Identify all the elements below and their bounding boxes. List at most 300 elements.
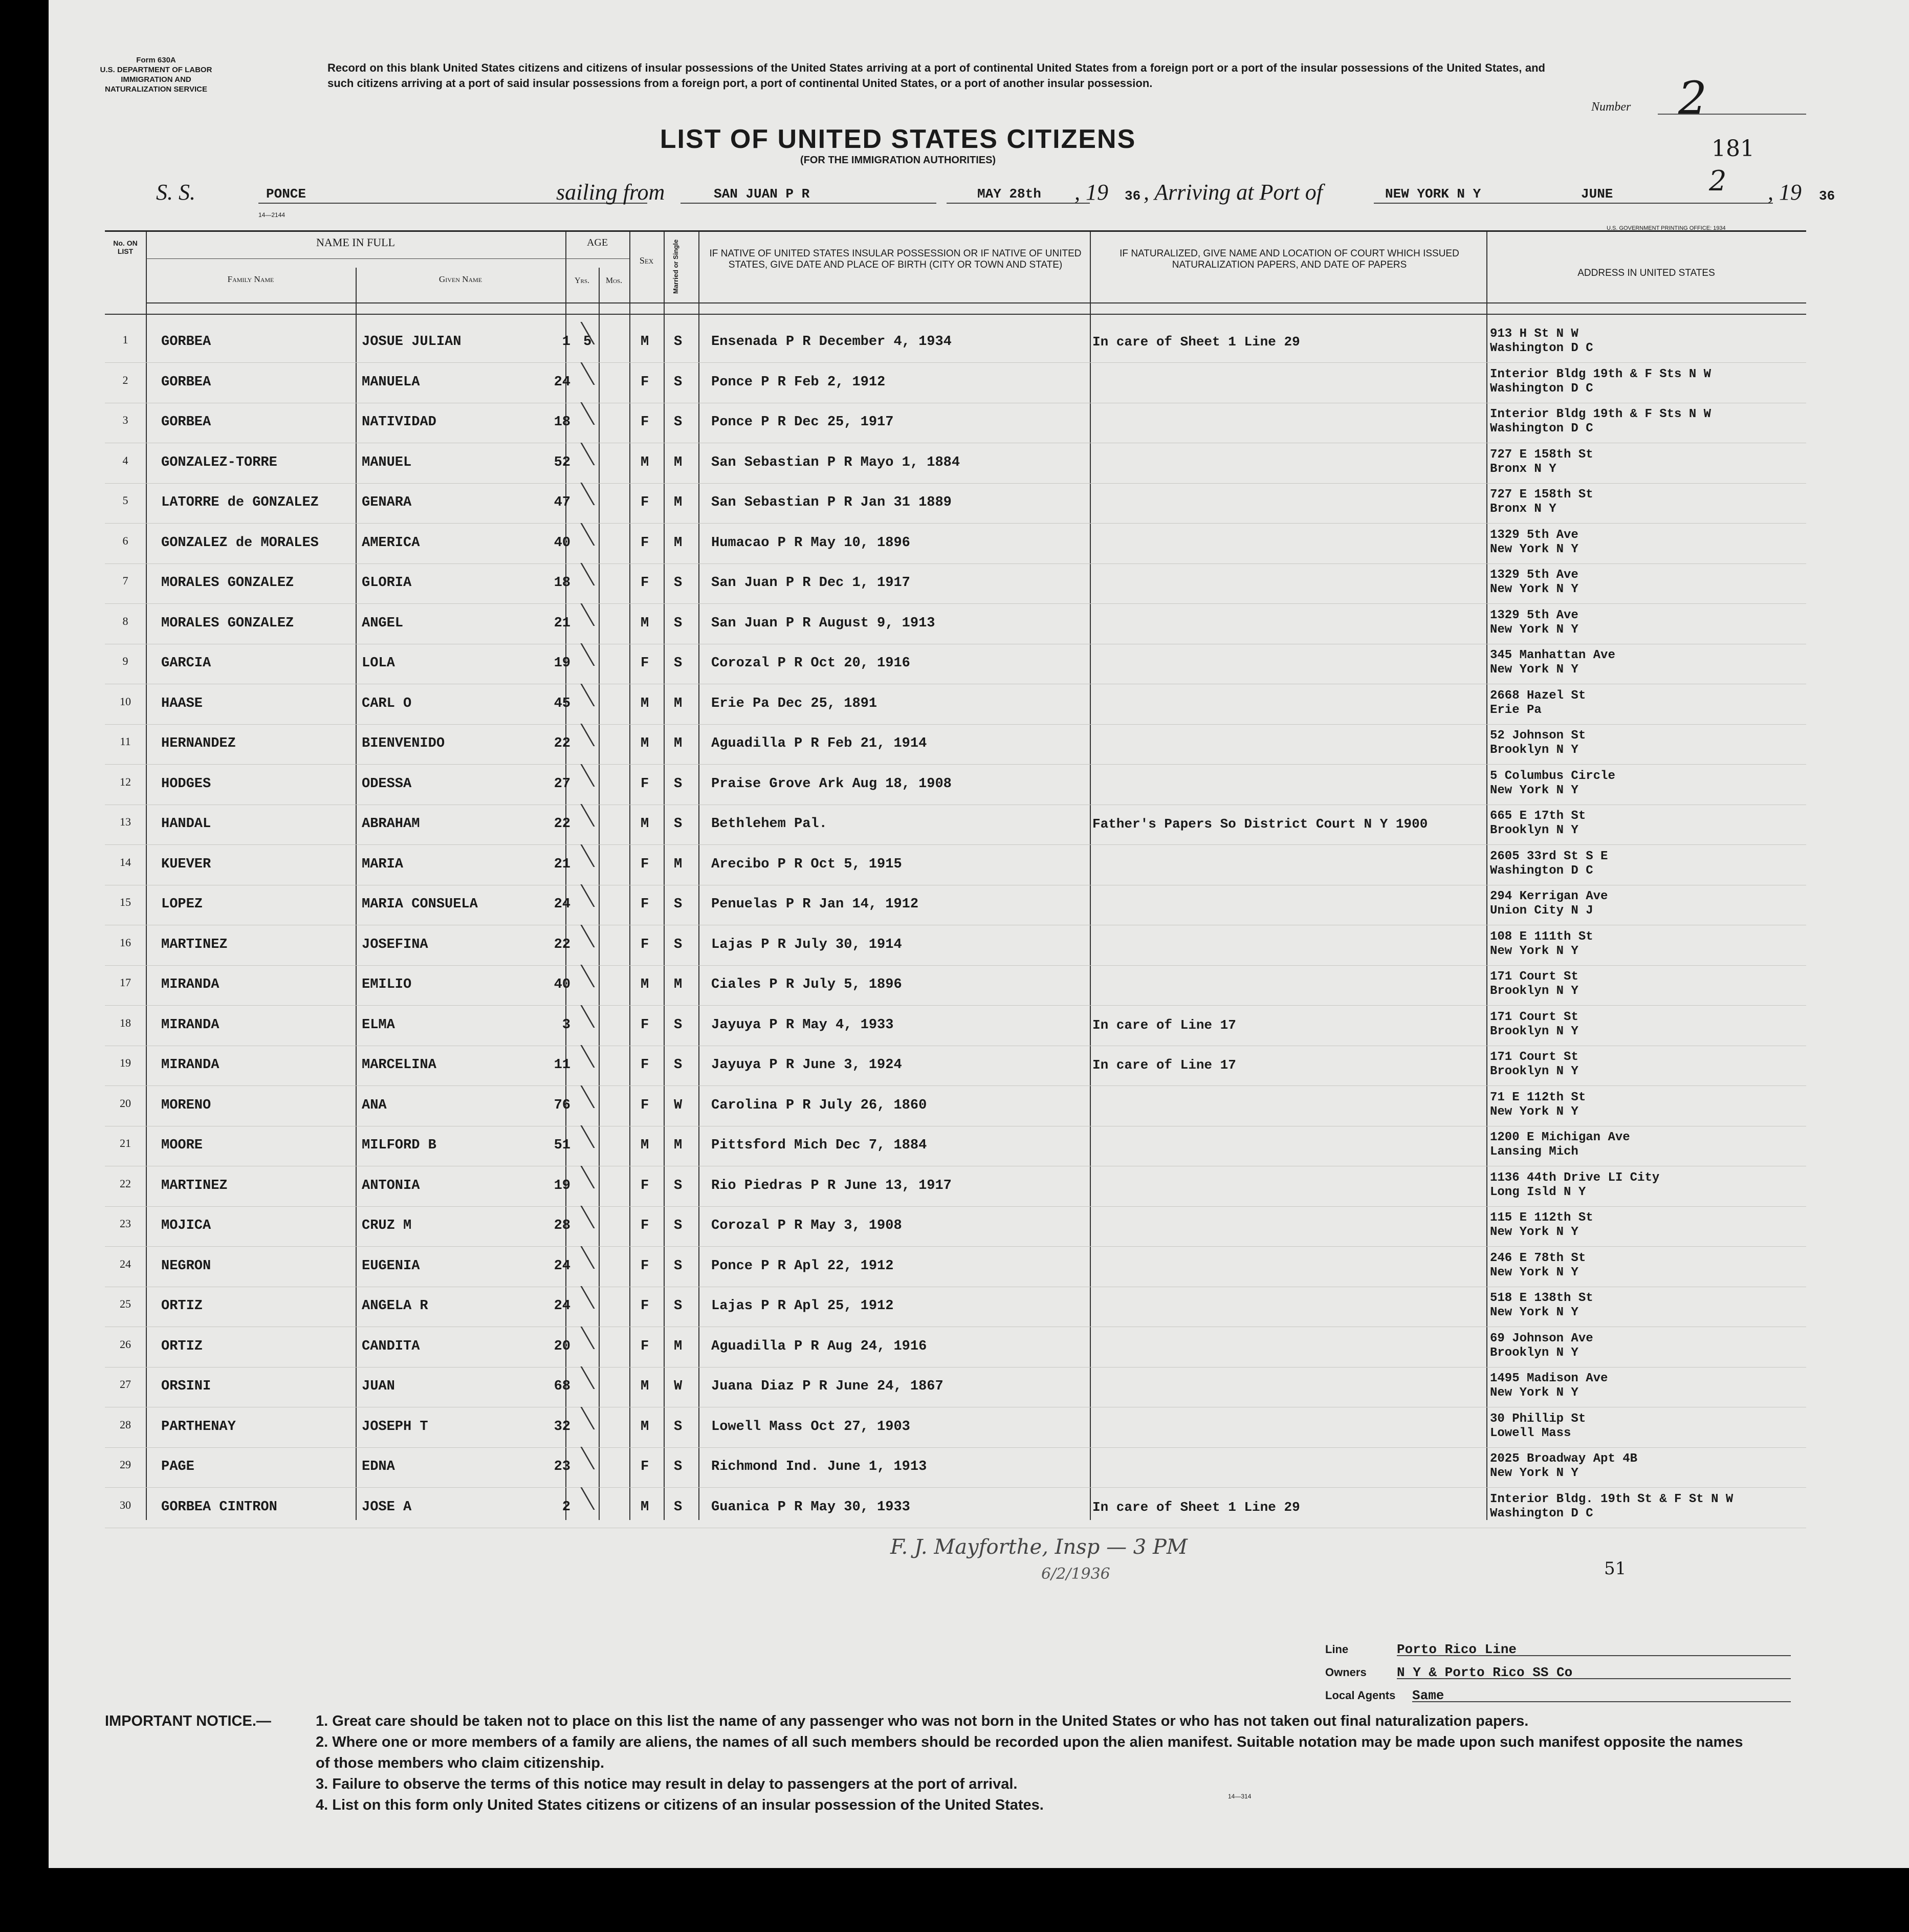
address: [1490, 367, 1711, 396]
birth-place-date: San Sebastian P R Jan 31 1889: [711, 495, 952, 510]
table-row: [105, 447, 1806, 487]
depart-year-prefix: , 19: [1074, 180, 1108, 205]
birth-place-date: Bethlehem Pal.: [711, 816, 827, 832]
marital-status: S: [674, 1057, 683, 1073]
given-name: GENARA: [362, 495, 412, 510]
address-line-1: 1200 E Michigan Ave: [1490, 1131, 1630, 1144]
footer-owners: [1325, 1665, 1791, 1680]
form-number: Form 630A: [136, 56, 176, 64]
address: [1490, 1211, 1593, 1240]
sex: F: [641, 415, 649, 430]
birth-place-date: San Juan P R August 9, 1913: [711, 615, 935, 631]
page-title: LIST OF UNITED STATES CITIZENS: [660, 124, 1136, 154]
birth-place-date: Juana Diaz P R June 24, 1867: [711, 1379, 943, 1394]
birth-place-date: Lajas P R Apl 25, 1912: [711, 1298, 894, 1314]
marital-status: S: [674, 1499, 683, 1515]
marital-status: M: [674, 736, 683, 751]
arrival-year-prefix: , 19: [1768, 180, 1802, 205]
naturalization-info: In care of Line 17: [1092, 1017, 1236, 1033]
address: [1490, 769, 1615, 798]
age-years: 24: [554, 897, 570, 912]
naturalization-info: In care of Line 17: [1092, 1057, 1236, 1073]
family-name: GORBEA: [161, 334, 211, 350]
row-number: 7: [122, 574, 128, 587]
notice-item: 4. List on this form only United States citizens or citizens of an insular possession of the United States.: [316, 1797, 1044, 1813]
address-line-2: New York N Y: [1490, 783, 1578, 797]
given-name: ABRAHAM: [362, 816, 420, 832]
address-line-2: New York N Y: [1490, 622, 1578, 637]
row-number: 11: [120, 735, 131, 748]
given-name: MARCELINA: [362, 1057, 436, 1073]
marital-status: M: [674, 977, 683, 992]
address: [1490, 1291, 1593, 1320]
address-line-1: 727 E 158th St: [1490, 447, 1593, 462]
marital-status: S: [674, 1218, 683, 1233]
sex: F: [641, 495, 649, 510]
address: [1490, 689, 1586, 718]
table-row: [105, 648, 1806, 687]
port-underline: [681, 203, 936, 204]
table-row: [105, 769, 1806, 808]
age-years: 19: [554, 656, 570, 671]
table-row: [105, 1010, 1806, 1049]
marital-status: W: [674, 1097, 683, 1113]
birth-place-date: Aguadilla P R Aug 24, 1916: [711, 1338, 927, 1354]
address-line-2: New York N Y: [1490, 582, 1578, 596]
marital-status: M: [674, 495, 683, 510]
sex: M: [641, 816, 649, 832]
address-line-2: Washington D C: [1490, 422, 1593, 436]
ss-label: S. S.: [156, 180, 195, 205]
table-row: [105, 528, 1806, 567]
family-name: HERNANDEZ: [161, 736, 236, 751]
address: [1490, 1010, 1578, 1039]
address-line-1: 71 E 112th St: [1490, 1090, 1586, 1104]
address-line-2: Bronx N Y: [1490, 502, 1556, 516]
given-name: ANGEL: [362, 615, 404, 631]
address-line-2: New York N Y: [1490, 1265, 1578, 1279]
sex: F: [641, 575, 649, 591]
row-number: 20: [120, 1096, 131, 1110]
marital-status: S: [674, 1258, 683, 1274]
sex: F: [641, 1258, 649, 1274]
given-name: MANUELA: [362, 374, 420, 390]
notice-heading: IMPORTANT NOTICE.—: [105, 1713, 271, 1729]
address-line-2: New York N Y: [1490, 1104, 1578, 1119]
col-yrs-header: Yrs.: [574, 276, 589, 285]
age-years: 27: [554, 776, 570, 792]
table-row: [105, 1291, 1806, 1330]
address-line-1: Interior Bldg. 19th St & F St N W: [1490, 1492, 1734, 1506]
given-name: LOLA: [362, 656, 395, 671]
age-months: 5: [583, 334, 592, 350]
col-naturalized-header: IF NATURALIZED, GIVE NAME AND LOCATION OF COURT WHICH ISSUED NATURALIZATION PAPERS, AND DATE OF PAPERS: [1120, 248, 1459, 270]
given-name: ANA: [362, 1097, 387, 1113]
col-birth-header: IF NATIVE OF UNITED STATES INSULAR POSSESSION OR IF NATIVE OF UNITED STATES, GIVE DATE AND PLACE OF BIRTH (CITY OR TOWN AND STATE): [709, 248, 1082, 270]
address: [1490, 1372, 1608, 1400]
row-number: 25: [120, 1297, 131, 1310]
notice-item: 3. Failure to observe the terms of this notice may result in delay to passengers at the port of arrival.: [316, 1776, 1018, 1792]
given-name: JOSUE JULIAN: [362, 334, 462, 350]
given-name: BIENVENIDO: [362, 736, 445, 751]
col-family-header: Family Name: [227, 274, 274, 284]
sheet-number: 2: [1678, 72, 1707, 124]
birth-place-date: Lowell Mass Oct 27, 1903: [711, 1419, 910, 1435]
sex: F: [641, 897, 649, 912]
address: [1490, 327, 1593, 356]
birth-place-date: Arecibo P R Oct 5, 1915: [711, 856, 902, 872]
birth-place-date: Praise Grove Ark Aug 18, 1908: [711, 776, 952, 792]
age-years: 21: [554, 615, 570, 631]
age-years: 22: [554, 816, 570, 832]
family-name: MARTINEZ: [161, 937, 228, 952]
family-name: MIRANDA: [161, 1017, 220, 1033]
table-row: [105, 488, 1806, 527]
address-line-1: 171 Court St: [1490, 1010, 1578, 1024]
marital-status: S: [674, 937, 683, 952]
header-instructions: Record on this blank United States citizens and citizens of insular possessions of the United States arriving at a port of continental United States from a foreign port or a port of the insular possessions of the United States, and such citizens arriving at a port of said insular possessions from a foreign port, a port of continental United States, or a port of another insular possession.: [327, 61, 1545, 90]
notice-item: 2. Where one or more members of a family are aliens, the names of all such members should be recorded upon the alien manifest. Suitable notation may be made upon such manifest opposite the names of those members who claim citizenship.: [316, 1734, 1743, 1771]
address-line-1: 52 Johnson St: [1490, 729, 1586, 743]
age-years: 20: [554, 1338, 570, 1354]
given-name: EMILIO: [362, 977, 412, 992]
naturalization-info: Father's Papers So District Court N Y 1900: [1092, 816, 1428, 832]
address-line-1: 1495 Madison Ave: [1490, 1372, 1608, 1385]
marital-status: S: [674, 374, 683, 390]
age-years: 21: [554, 856, 570, 872]
address-line-2: Erie Pa: [1490, 703, 1542, 717]
sex: M: [641, 334, 649, 350]
given-name: MARIA CONSUELA: [362, 897, 478, 912]
family-name: GONZALEZ de MORALES: [161, 535, 319, 551]
col-married-header: Married or Single: [672, 239, 679, 294]
marital-status: S: [674, 897, 683, 912]
address-line-1: 913 H St N W: [1490, 327, 1578, 341]
age-years: 24: [554, 374, 570, 390]
col-mos-header: Mos.: [605, 276, 623, 285]
depart-year: 36: [1125, 188, 1141, 204]
row-number: 21: [120, 1137, 131, 1149]
table-row: [105, 568, 1806, 607]
birth-place-date: Ensenada P R December 4, 1934: [711, 334, 952, 350]
given-name: EUGENIA: [362, 1258, 420, 1274]
marital-status: M: [674, 535, 683, 551]
row-number: 5: [122, 494, 128, 507]
sex: F: [641, 1218, 649, 1233]
family-name: HAASE: [161, 696, 203, 711]
address: [1490, 1171, 1659, 1200]
sailing-label: sailing from: [556, 180, 665, 205]
given-name: MANUEL: [362, 454, 412, 470]
table-row: [105, 1050, 1806, 1089]
given-name: ELMA: [362, 1017, 395, 1033]
table-row: [105, 889, 1806, 928]
marital-status: W: [674, 1379, 683, 1394]
address-line-1: 518 E 138th St: [1490, 1291, 1593, 1305]
address-line-2: Washington D C: [1490, 1506, 1593, 1521]
row-number: 16: [120, 936, 131, 949]
marital-status: S: [674, 1178, 683, 1193]
address-line-1: 246 E 78th St: [1490, 1251, 1586, 1265]
owners-label: Owners: [1325, 1666, 1367, 1679]
footer-underline: [1397, 1678, 1791, 1679]
address: [1490, 1050, 1578, 1079]
row-number: 30: [120, 1498, 131, 1511]
given-name: CARL O: [362, 696, 412, 711]
age-years: 68: [554, 1379, 570, 1394]
sex: M: [641, 977, 649, 992]
marital-status: M: [674, 454, 683, 470]
age-divider: [565, 258, 629, 259]
birth-place-date: Richmond Ind. June 1, 1913: [711, 1459, 927, 1474]
number-label: Number: [1591, 100, 1631, 114]
family-name: MIRANDA: [161, 1057, 220, 1073]
given-name: JOSE A: [362, 1499, 412, 1515]
age-years: 45: [554, 696, 570, 711]
table-row: [105, 688, 1806, 728]
age-years: 19: [554, 1178, 570, 1193]
family-name: MORALES GONZALEZ: [161, 615, 294, 631]
sex: M: [641, 1419, 649, 1435]
address: [1490, 1251, 1586, 1280]
address: [1490, 1091, 1586, 1119]
sex: F: [641, 776, 649, 792]
marital-status: S: [674, 1017, 683, 1033]
address: [1490, 568, 1578, 597]
name-divider: [146, 258, 565, 259]
family-name: MORALES GONZALEZ: [161, 575, 294, 591]
row-number: 28: [120, 1418, 131, 1431]
table-row: [105, 608, 1806, 647]
address-line-1: 171 Court St: [1490, 1050, 1578, 1064]
sex: M: [641, 1499, 649, 1515]
table-row: [105, 1492, 1806, 1531]
address-line-1: 2668 Hazel St: [1490, 688, 1586, 703]
row-number: 17: [120, 976, 131, 989]
service-name-2: NATURALIZATION SERVICE: [104, 85, 207, 94]
age-years: 76: [554, 1097, 570, 1113]
given-name: EDNA: [362, 1459, 395, 1474]
age-years: 22: [554, 736, 570, 751]
birth-place-date: Corozal P R May 3, 1908: [711, 1218, 902, 1233]
arrival-month: JUNE: [1581, 186, 1613, 202]
sex: F: [641, 1057, 649, 1073]
inspector-signature: F. J. Mayforthe, Insp — 3 PM: [890, 1535, 1188, 1559]
marital-status: M: [674, 696, 683, 711]
birth-place-date: Pittsford Mich Dec 7, 1884: [711, 1138, 927, 1153]
agents-label: Local Agents: [1325, 1689, 1396, 1702]
age-years: 23: [554, 1459, 570, 1474]
age-years: 28: [554, 1218, 570, 1233]
age-years: 22: [554, 937, 570, 952]
address: [1490, 970, 1578, 998]
given-name: MARIA: [362, 856, 404, 872]
sex: M: [641, 615, 649, 631]
arrival-underline: [1374, 203, 1773, 204]
address-line-2: Washington D C: [1490, 863, 1593, 878]
sex: F: [641, 656, 649, 671]
birth-place-date: Aguadilla P R Feb 21, 1914: [711, 736, 927, 751]
header-rule: [146, 302, 1806, 303]
row-number: 18: [120, 1016, 131, 1029]
address-line-2: New York N Y: [1490, 663, 1578, 677]
marital-status: S: [674, 1419, 683, 1435]
marital-status: S: [674, 1298, 683, 1314]
owners-value: N Y & Porto Rico SS Co: [1397, 1665, 1573, 1680]
address: [1490, 1412, 1586, 1441]
table-row: [105, 1331, 1806, 1371]
address: [1490, 930, 1593, 959]
notice-list: [316, 1711, 1743, 1816]
marital-status: S: [674, 575, 683, 591]
birth-place-date: Rio Piedras P R June 13, 1917: [711, 1178, 952, 1193]
marital-status: M: [674, 856, 683, 872]
birth-place-date: Guanica P R May 30, 1933: [711, 1499, 910, 1515]
signature-date: 6/2/1936: [1041, 1565, 1110, 1583]
birth-place-date: Lajas P R July 30, 1914: [711, 937, 902, 952]
header-bottom: [105, 314, 1806, 315]
address: [1490, 809, 1586, 838]
footer-agents: [1325, 1688, 1791, 1703]
age-years: 1: [562, 334, 570, 350]
given-name: JUAN: [362, 1379, 395, 1394]
address-line-2: New York N Y: [1490, 1306, 1578, 1319]
arrival-port: NEW YORK N Y: [1385, 186, 1481, 202]
table-row: [105, 849, 1806, 888]
address-line-2: Brooklyn N Y: [1490, 1345, 1578, 1360]
birth-place-date: Ciales P R July 5, 1896: [711, 977, 902, 992]
address-line-1: 171 Court St: [1490, 970, 1578, 984]
age-years: 11: [554, 1057, 570, 1073]
age-years: 32: [554, 1419, 570, 1435]
birth-place-date: Ponce P R Apl 22, 1912: [711, 1258, 894, 1274]
departure-date: MAY 28th: [977, 186, 1041, 202]
age-years: 47: [554, 495, 570, 510]
address-line-2: Bronx N Y: [1490, 462, 1556, 476]
address-line-2: New York N Y: [1490, 944, 1578, 958]
form-code: 14—314: [1228, 1793, 1252, 1800]
service-name-1: IMMIGRATION AND: [121, 75, 191, 84]
address-line-2: New York N Y: [1490, 1466, 1578, 1480]
table-row: [105, 970, 1806, 1009]
address-line-2: Brooklyn N Y: [1490, 1024, 1578, 1038]
family-name: ORTIZ: [161, 1338, 203, 1354]
address-line-1: 665 E 17th St: [1490, 809, 1586, 823]
sex: M: [641, 696, 649, 711]
row-number: 10: [120, 694, 131, 708]
col-no-header: No. ON LIST: [113, 239, 138, 255]
marital-status: S: [674, 776, 683, 792]
sex: F: [641, 1178, 649, 1193]
birth-place-date: Erie Pa Dec 25, 1891: [711, 696, 877, 711]
age-years: 52: [554, 454, 570, 470]
table-row: [105, 367, 1806, 406]
age-years: 24: [554, 1258, 570, 1274]
address-line-2: Brooklyn N Y: [1490, 743, 1578, 757]
table-row: [105, 1090, 1806, 1130]
address: [1490, 850, 1608, 878]
family-name: GORBEA: [161, 415, 211, 430]
row-number: 1: [122, 333, 128, 346]
footer-underline: [1412, 1701, 1791, 1702]
table-row: [105, 1131, 1806, 1169]
given-name: JOSEFINA: [362, 937, 428, 952]
address-line-1: 1329 5th Ave: [1490, 608, 1578, 622]
address-line-1: 294 Kerrigan Ave: [1490, 889, 1608, 903]
footer-line: [1325, 1642, 1791, 1657]
family-name: MOJICA: [161, 1218, 211, 1233]
sex: M: [641, 1138, 649, 1153]
family-name: ORSINI: [161, 1379, 211, 1394]
address: [1490, 1452, 1637, 1481]
row-number: 6: [122, 534, 128, 547]
arriving-label: , Arriving at Port of: [1144, 180, 1323, 205]
address-line-1: 115 E 112th St: [1490, 1211, 1593, 1225]
table-row: [105, 929, 1806, 969]
birth-place-date: San Juan P R Dec 1, 1917: [711, 575, 910, 591]
address-line-2: Brooklyn N Y: [1490, 984, 1578, 998]
address-line-2: New York N Y: [1490, 1225, 1578, 1239]
given-name: ANTONIA: [362, 1178, 420, 1193]
form-identifier: [54, 55, 258, 94]
printer-code: 14—2144: [258, 211, 286, 219]
family-name: KUEVER: [161, 856, 211, 872]
sex: F: [641, 535, 649, 551]
address-line-2: Washington D C: [1490, 381, 1593, 396]
row-number: 8: [122, 614, 128, 627]
given-name: GLORIA: [362, 575, 412, 591]
family-name: MARTINEZ: [161, 1178, 228, 1193]
address-line-1: 5 Columbus Circle: [1490, 769, 1615, 783]
table-row: [105, 1452, 1806, 1491]
table-row: [105, 729, 1806, 768]
birth-place-date: Jayuya P R May 4, 1933: [711, 1017, 894, 1033]
address: [1490, 889, 1608, 918]
gpo-note: U.S. GOVERNMENT PRINTING OFFICE: 1934: [1607, 225, 1726, 231]
address: [1490, 1332, 1593, 1360]
address-line-2: New York N Y: [1490, 1386, 1578, 1400]
family-name: HODGES: [161, 776, 211, 792]
sex: F: [641, 937, 649, 952]
age-years: 3: [562, 1017, 570, 1033]
address-line-1: Interior Bldg 19th & F Sts N W: [1490, 367, 1711, 381]
age-years: 40: [554, 535, 570, 551]
table-row: [105, 327, 1806, 366]
address-line-2: Brooklyn N Y: [1490, 1065, 1578, 1078]
sex: F: [641, 1338, 649, 1354]
address: [1490, 1131, 1630, 1159]
row-number: 19: [120, 1056, 131, 1069]
address: [1490, 407, 1711, 436]
sex: F: [641, 374, 649, 390]
col-address-header: ADDRESS IN UNITED STATES: [1577, 268, 1715, 278]
marital-status: M: [674, 1338, 683, 1354]
arrival-year: 36: [1819, 188, 1835, 204]
passenger-table: [105, 230, 1806, 1520]
marital-status: S: [674, 415, 683, 430]
col-age-header: AGE: [586, 237, 608, 248]
marital-status: M: [674, 1138, 683, 1153]
address-line-1: 1136 44th Drive LI City: [1490, 1170, 1660, 1185]
row-number: 26: [120, 1337, 131, 1351]
table-row: [105, 1412, 1806, 1451]
address-line-1: 2605 33rd St S E: [1490, 849, 1608, 863]
row-number: 9: [122, 655, 128, 667]
address: [1490, 1492, 1733, 1521]
address-line-2: Brooklyn N Y: [1490, 823, 1578, 837]
sex: F: [641, 1017, 649, 1033]
row-number: 29: [120, 1458, 131, 1471]
